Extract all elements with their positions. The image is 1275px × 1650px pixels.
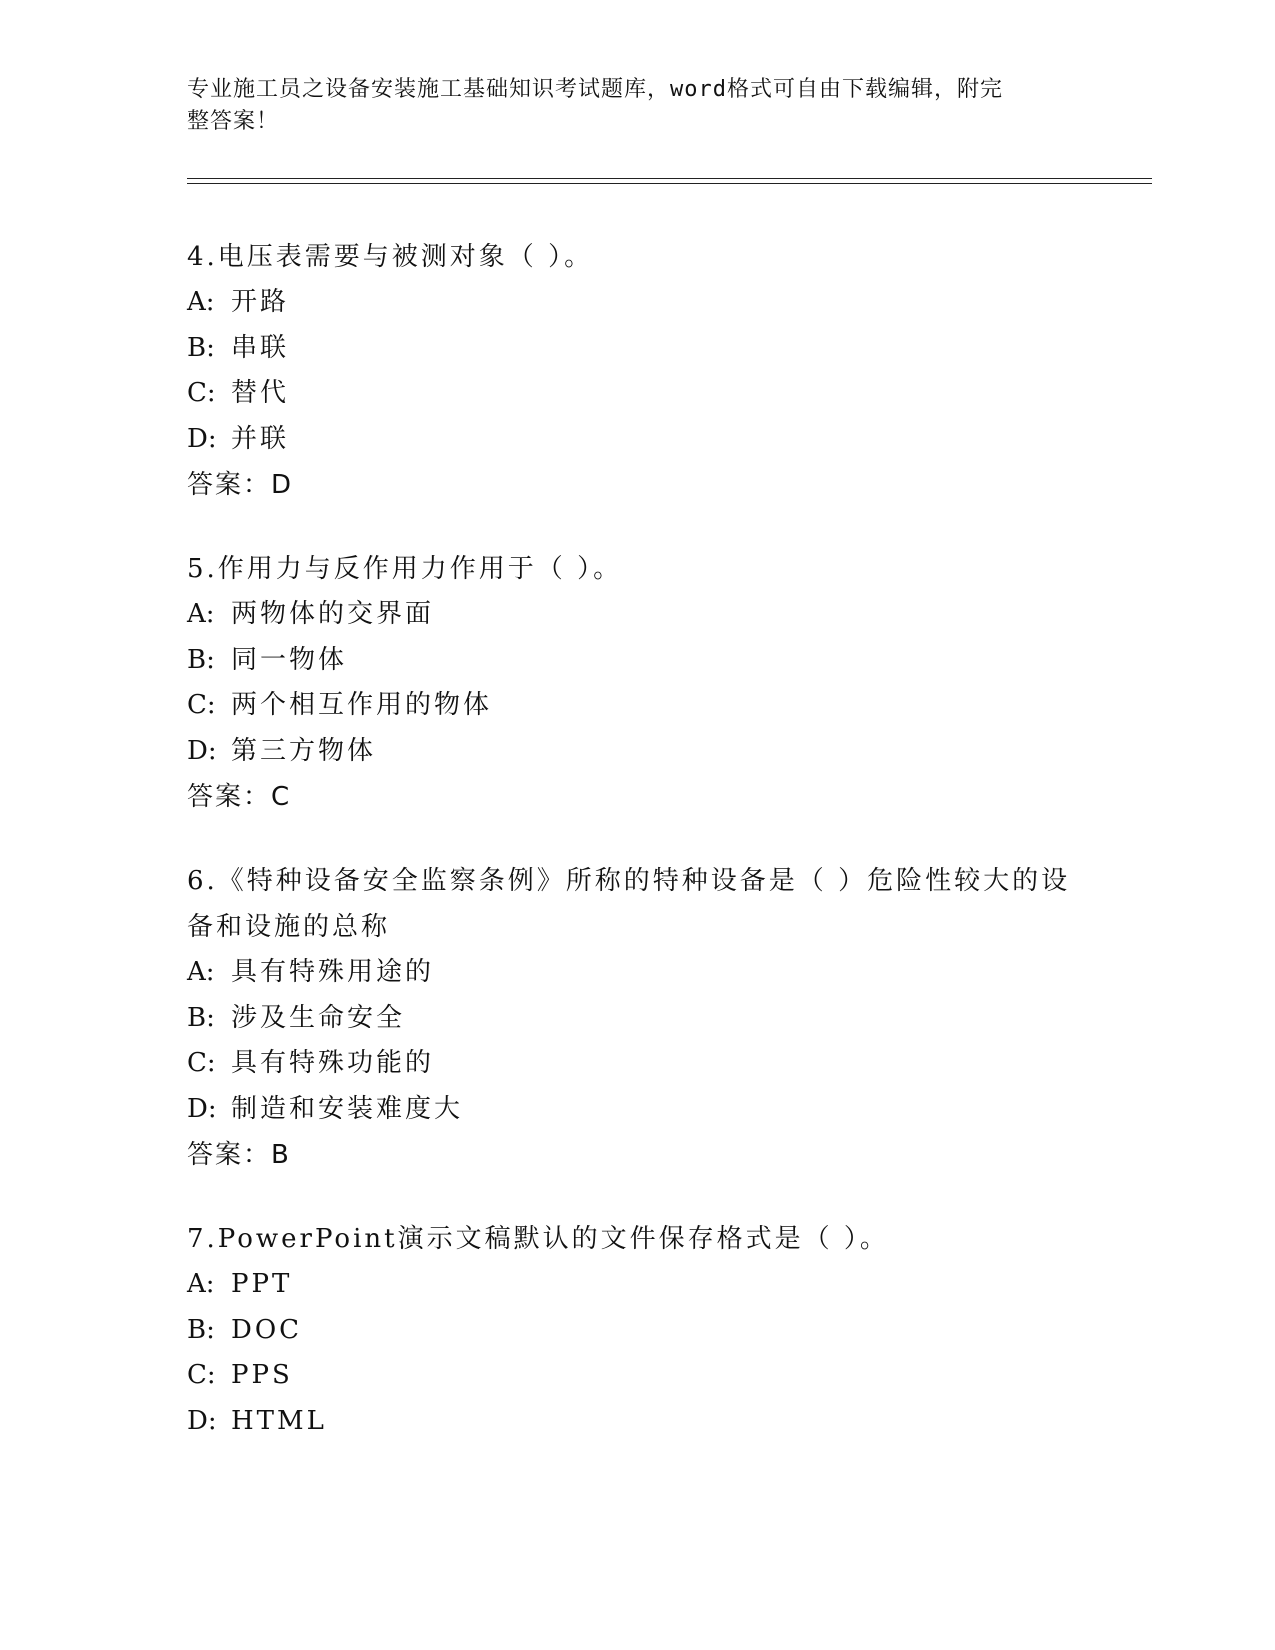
option-label: B:	[187, 1314, 215, 1345]
option-c	[187, 1353, 1087, 1399]
option-b	[187, 996, 1087, 1042]
option-c	[187, 1041, 1087, 1087]
option-text: 同一物体	[231, 644, 348, 675]
option-a	[187, 1262, 1087, 1308]
option-text: 两个相互作用的物体	[231, 690, 493, 720]
option-label: B:	[187, 644, 215, 675]
option-b	[187, 1308, 1087, 1354]
option-text: PPS	[231, 1360, 293, 1390]
document-header	[187, 74, 1067, 138]
answer: 答案：B	[187, 1140, 291, 1170]
option-b	[187, 638, 1087, 684]
option-b	[187, 326, 1087, 372]
option-label: D:	[187, 423, 217, 454]
option-text: PPT	[231, 1269, 293, 1299]
option-text: 具有特殊功能的	[231, 1048, 435, 1078]
question-text: 6.《特种设备安全监察条例》所称的特种设备是（ ）危险性较大的设备和设施的总称	[187, 866, 1071, 942]
question-list	[187, 234, 1087, 1482]
option-text: 替代	[231, 378, 290, 408]
option-a	[187, 280, 1087, 326]
option-label: A:	[187, 287, 215, 317]
question-6	[187, 858, 1087, 1178]
question-text: 7.PowerPoint演示文稿默认的文件保存格式是（ ）。	[187, 1224, 889, 1254]
option-text: 制造和安装难度大	[231, 1093, 464, 1124]
option-text: 具有特殊用途的	[231, 957, 435, 987]
option-text: DOC	[231, 1314, 303, 1345]
option-text: HTML	[231, 1405, 327, 1436]
answer: 答案：C	[187, 782, 292, 812]
option-a	[187, 950, 1087, 996]
option-label: C:	[187, 1048, 216, 1078]
option-a	[187, 592, 1087, 638]
header-divider-bottom	[187, 183, 1152, 184]
option-text: 开路	[231, 287, 290, 317]
option-c	[187, 371, 1087, 417]
header-divider-top	[187, 178, 1152, 179]
option-text: 并联	[231, 423, 290, 454]
option-text: 第三方物体	[231, 735, 377, 766]
option-text: 涉及生命安全	[231, 1002, 406, 1033]
option-label: C:	[187, 1360, 216, 1390]
option-label: A:	[187, 957, 215, 987]
option-label: D:	[187, 1093, 217, 1124]
option-label: B:	[187, 332, 215, 363]
option-d	[187, 417, 1087, 463]
option-c	[187, 683, 1087, 729]
question-4	[187, 234, 1087, 508]
option-label: D:	[187, 1405, 217, 1436]
question-7	[187, 1216, 1087, 1444]
answer: 答案：D	[187, 470, 294, 500]
question-text: 5.作用力与反作用力作用于（ ）。	[187, 554, 623, 584]
option-d	[187, 1399, 1087, 1445]
option-d	[187, 729, 1087, 775]
option-label: D:	[187, 735, 217, 766]
option-label: B:	[187, 1002, 215, 1033]
option-label: C:	[187, 378, 216, 408]
option-text: 串联	[231, 332, 290, 363]
header-line-2: 整答案！	[187, 109, 280, 134]
option-label: A:	[187, 599, 215, 629]
question-5	[187, 546, 1087, 820]
option-text: 两物体的交界面	[231, 599, 435, 629]
question-text: 4.电压表需要与被测对象（ ）。	[187, 242, 594, 272]
option-d	[187, 1087, 1087, 1133]
option-label: C:	[187, 690, 216, 720]
option-label: A:	[187, 1269, 215, 1299]
header-line-1: 专业施工员之设备安装施工基础知识考试题库，word格式可自由下载编辑，附完	[187, 77, 1003, 102]
